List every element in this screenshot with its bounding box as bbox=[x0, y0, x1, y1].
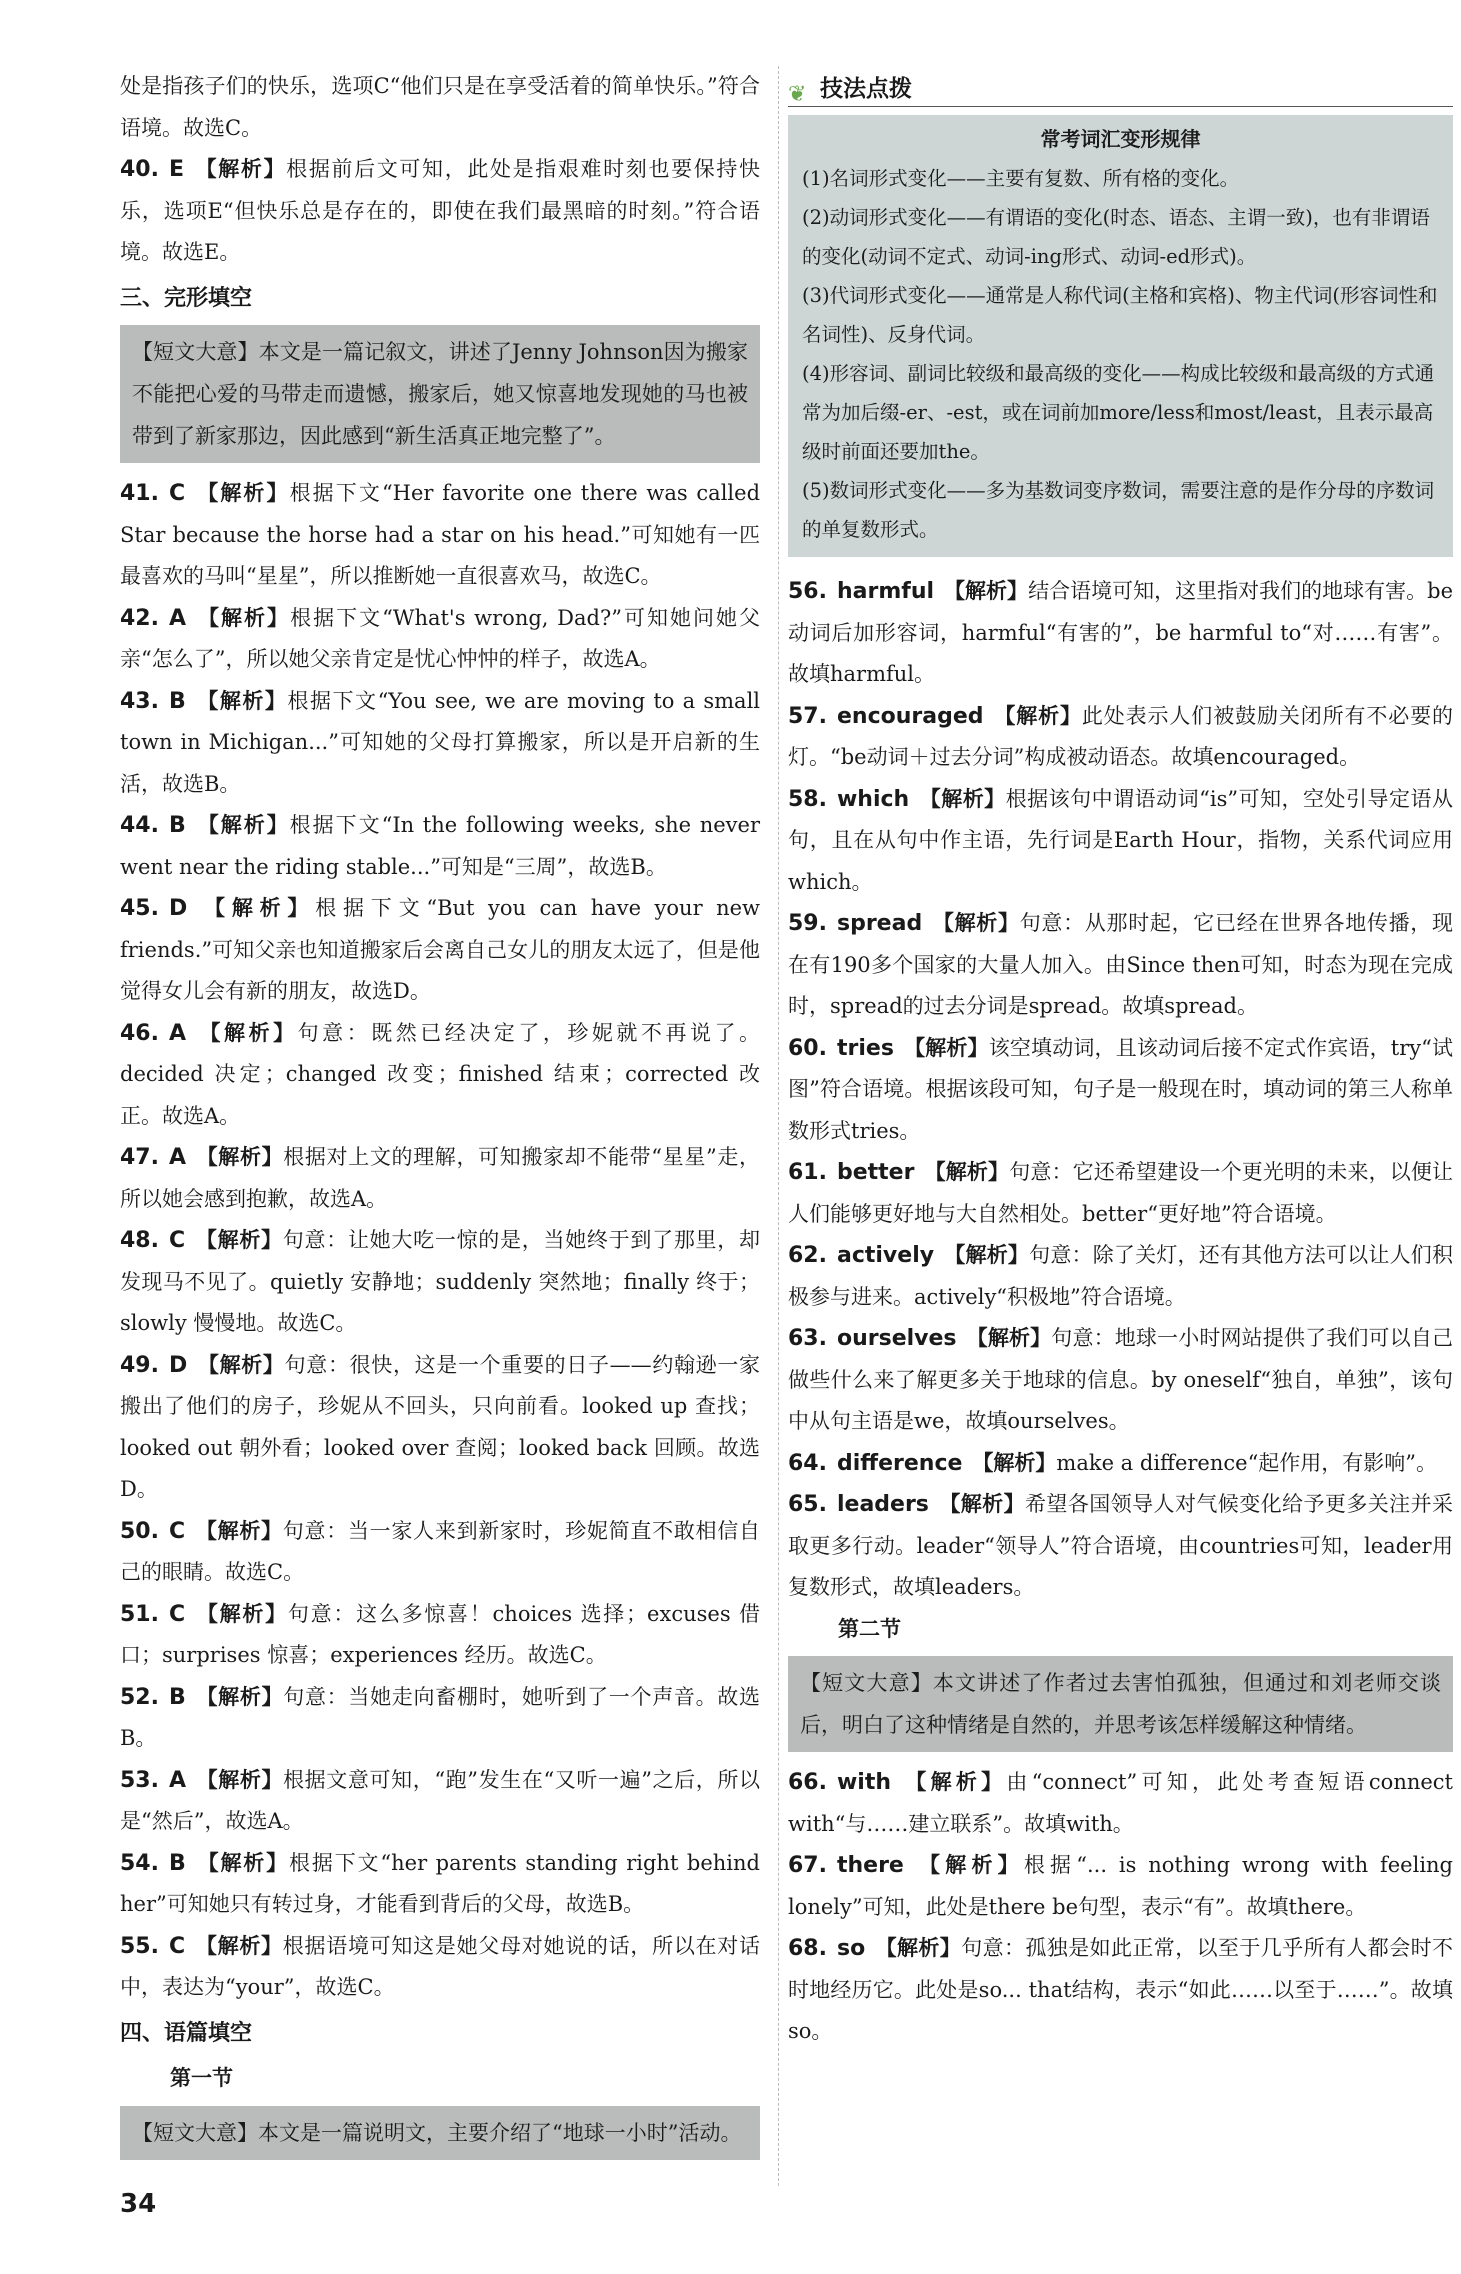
item-explanation: 句意：很快，这是一个重要的日子——约翰逊一家搬出了他们的房子，珍妮从不回头，只向前看。looked up 查找；looked out 朝外看；looked over 查阅；looked back 回顾。故选D。 bbox=[120, 1352, 761, 1501]
item-answer: C bbox=[168, 481, 186, 506]
answer-item bbox=[120, 1137, 760, 1220]
item-number: 51. bbox=[120, 1601, 159, 1627]
answer-item bbox=[788, 1762, 1453, 1845]
item-tag: 【解析】 bbox=[993, 703, 1082, 728]
item-tag: 【解析】 bbox=[913, 1853, 1024, 1877]
item-tag: 【解析】 bbox=[875, 1936, 962, 1960]
item-answer: harmful bbox=[836, 579, 935, 604]
item-number: 62. bbox=[788, 1243, 827, 1268]
item-tag: 【解析】 bbox=[195, 813, 290, 837]
item-answer: C bbox=[168, 1518, 186, 1544]
item-explanation: 该空填动词，且该动词后接不定式作宾语，try“试图”符合语境。根据该段可知，句子是一般现在时，填动词的第三人称单数形式tries。 bbox=[788, 1035, 1454, 1143]
leaf-icon: ❦ bbox=[788, 82, 807, 107]
item-tag: 【解析】 bbox=[197, 896, 316, 920]
tips-box-title: 常考词汇变形规律 bbox=[1040, 127, 1201, 151]
item-number: 49. bbox=[120, 1352, 159, 1378]
item-answer: with bbox=[836, 1770, 892, 1795]
item-explanation: 句意：当她走向畜棚时，她听到了一个声音。故选B。 bbox=[120, 1684, 761, 1750]
answer-item bbox=[120, 1760, 760, 1843]
answer-item bbox=[120, 1013, 760, 1138]
answer-item bbox=[120, 1677, 760, 1760]
item-explanation: 句意：除了关灯，还有其他方法可以让人们积极参与进来。actively“积极地”符合语境。 bbox=[788, 1243, 1454, 1309]
item-explanation: 此处表示人们被鼓励关闭所有不必要的灯。“be动词＋过去分词”构成被动语态。故填encouraged。 bbox=[788, 703, 1453, 769]
item-answer: A bbox=[168, 605, 187, 631]
section-title-cloze: 三、完形填空 bbox=[120, 285, 253, 311]
answer-item bbox=[788, 779, 1453, 904]
summary-box-part-1: 【短文大意】本文是一篇说明文，主要介绍了“地球一小时”活动。 bbox=[120, 2106, 760, 2160]
subsection-part-2: 第二节 bbox=[838, 1616, 901, 1641]
item-number: 41. bbox=[120, 481, 159, 506]
tips-line: (2)动词形式变化——有谓语的变化(时态、语态、主谓一致)，也有非谓语的变化(动词不定式、动词-ing形式、动词-ed形式)。 bbox=[802, 206, 1430, 268]
tips-header bbox=[788, 66, 1453, 107]
item-number: 50. bbox=[120, 1518, 159, 1544]
item-number: 57. bbox=[788, 703, 827, 729]
item-explanation: 根据下文“Her favorite one there was called Star because the horse had a star on his head.”可知她有一匹最喜欢的马叫“星星”，所以推断她一直很喜欢马，故选C。 bbox=[120, 481, 761, 588]
item-explanation: 句意：当一家人来到新家时，珍妮简直不敢相信自己的眼睛。故选C。 bbox=[120, 1518, 761, 1584]
item-number: 45. bbox=[120, 896, 159, 921]
item-tag: 【解析】 bbox=[195, 1933, 283, 1958]
answer-item bbox=[788, 1928, 1453, 2053]
passage-answer-list bbox=[788, 571, 1453, 1609]
item-explanation: 句意：让她大吃一惊的是，当她终于到了那里，却发现马不见了。quietly 安静地；suddenly 突然地；finally 终于；slowly 慢慢地。故选C。 bbox=[120, 1228, 761, 1335]
subsection-part-1: 第一节 bbox=[170, 2066, 233, 2090]
item-tag: 【解析】 bbox=[938, 1492, 1026, 1516]
item-tag: 【解析】 bbox=[972, 1450, 1057, 1475]
item-explanation: 根据语境可知这是她父母对她说的话，所以在对话中，表达为“your”，故选C。 bbox=[120, 1933, 761, 1999]
item-tag: 【解析】 bbox=[966, 1326, 1052, 1350]
item-explanation: 句意：既然已经决定了，珍妮就不再说了。decided 决定；changed 改变；finished 结束；corrected 改正。故选A。 bbox=[120, 1020, 761, 1128]
item-number: 48. bbox=[120, 1228, 159, 1253]
item-explanation: 根据下文“You see, we are moving to a small town in Michigan...”可知她的父母打算搬家，所以是开启新的生活，故选B。 bbox=[120, 688, 761, 796]
item-answer: D bbox=[168, 896, 188, 921]
item-explanation: make a difference“起作用，有影响”。 bbox=[1056, 1450, 1438, 1475]
item-tag: 【解析】 bbox=[194, 157, 287, 181]
answer-item bbox=[120, 598, 760, 681]
item-number: 44. bbox=[120, 813, 159, 838]
item-answer: A bbox=[168, 1020, 187, 1046]
answer-item bbox=[788, 1443, 1453, 1485]
answer-item bbox=[120, 1926, 760, 2009]
right-column bbox=[776, 66, 1453, 2053]
answer-item bbox=[788, 696, 1453, 779]
item-tag: 【解析】 bbox=[195, 688, 288, 713]
item-number: 64. bbox=[788, 1450, 827, 1476]
item-tag: 【解析】 bbox=[919, 786, 1006, 811]
item-tag: 【解析】 bbox=[903, 1035, 989, 1060]
item-number: 61. bbox=[788, 1160, 827, 1185]
item-tag: 【解析】 bbox=[196, 1145, 284, 1169]
answer-item bbox=[788, 1152, 1453, 1235]
item-answer: E bbox=[168, 157, 185, 182]
answer-item bbox=[120, 805, 760, 888]
item-number: 43. bbox=[120, 688, 159, 714]
item-answer: better bbox=[836, 1160, 915, 1185]
item-answer: B bbox=[168, 1684, 186, 1710]
item-explanation: 根据对上文的理解，可知搬家却不能带“星星”走，所以她会感到抱歉，故选A。 bbox=[120, 1145, 760, 1211]
item-explanation: 句意：它还希望建设一个更光明的未来，以便让人们能够更好地与大自然相处。better“更好地”符合语境。 bbox=[788, 1160, 1454, 1226]
tips-box bbox=[788, 115, 1453, 557]
item-tag: 【解析】 bbox=[197, 1352, 285, 1377]
intro-text: 处是指孩子们的快乐，选项C“他们只是在享受活着的简单快乐。”符合语境。故选C。 bbox=[120, 74, 760, 140]
item-answer: ourselves bbox=[836, 1326, 957, 1351]
answer-item bbox=[788, 1028, 1453, 1153]
item-number: 55. bbox=[120, 1933, 159, 1959]
item-number: 54. bbox=[120, 1850, 159, 1876]
item-explanation: 希望各国领导人对气候变化给予更多关注并采取更多行动。leader“领导人”符合语境，由countries可知，leader用复数形式，故填leaders。 bbox=[788, 1492, 1454, 1599]
item-number: 67. bbox=[788, 1853, 827, 1878]
item-number: 42. bbox=[120, 605, 159, 631]
item-answer: difference bbox=[836, 1450, 963, 1476]
item-answer: leaders bbox=[836, 1492, 929, 1517]
item-number: 58. bbox=[788, 786, 827, 812]
item-explanation: 根据文意可知，“跑”发生在“又听一遍”之后，所以是“然后”，故选A。 bbox=[120, 1767, 760, 1833]
item-explanation: 根据下文“her parents standing right behind her”可知她只有转过身，才能看到背后的父母，故选B。 bbox=[120, 1850, 760, 1916]
item-explanation: 句意：地球一小时网站提供了我们可以自己做些什么来了解更多关于地球的信息。by oneself“独自，单独”，该句中从句主语是we，故填ourselves。 bbox=[788, 1326, 1454, 1433]
summary-box-cloze: 【短文大意】本文是一篇记叙文，讲述了Jenny Johnson因为搬家不能把心爱的马带走而遗憾，搬家后，她又惊喜地发现她的马也被带到了新家那边，因此感到“新生活真正地完整了”。 bbox=[120, 325, 760, 463]
item-explanation: 结合语境可知，这里指对我们的地球有害。be动词后加形容词，harmful“有害的”，be harmful to“对……有害”。故填harmful。 bbox=[788, 579, 1454, 686]
item-explanation: 句意：这么多惊喜！choices 选择；excuses 借口；surprises 惊喜；experiences 经历。故选C。 bbox=[120, 1601, 761, 1667]
tips-line: (1)名词形式变化——主要有复数、所有格的变化。 bbox=[802, 167, 1240, 190]
item-answer: B bbox=[168, 1850, 186, 1876]
item-answer: C bbox=[168, 1228, 186, 1253]
item-answer: C bbox=[168, 1601, 186, 1627]
item-answer: C bbox=[168, 1933, 186, 1959]
answer-item bbox=[120, 1594, 760, 1677]
item-answer: so bbox=[836, 1936, 866, 1961]
left-column bbox=[120, 66, 760, 2170]
item-tag: 【解析】 bbox=[195, 1601, 288, 1626]
answer-item bbox=[120, 1843, 760, 1926]
item-answer: there bbox=[836, 1853, 904, 1878]
item-explanation: 根据该句中谓语动词“is”可知，空处引导定语从句，且在从句中作主语，先行词是Earth Hour，指物，关系代词应用which。 bbox=[788, 786, 1454, 894]
page-number: 34 bbox=[120, 2189, 157, 2219]
item-number: 65. bbox=[788, 1492, 827, 1517]
item-explanation: 句意：孤独是如此正常，以至于几乎所有人都会时不时地经历它。此处是so... that结构，表示“如此……以至于……”。故填so。 bbox=[788, 1936, 1453, 2043]
answer-item bbox=[788, 1235, 1453, 1318]
item-explanation: 由“connect”可知，此处考查短语connect with“与……建立联系”。故填with。 bbox=[788, 1770, 1454, 1836]
item-number: 68. bbox=[788, 1936, 827, 1961]
item-number: 52. bbox=[120, 1684, 159, 1710]
item-answer: B bbox=[168, 813, 186, 838]
answer-item-40 bbox=[120, 149, 760, 274]
item-tag: 【解析】 bbox=[901, 1770, 1007, 1794]
item-number: 53. bbox=[120, 1767, 159, 1793]
answer-item bbox=[788, 1484, 1453, 1609]
passage-answer-list-2 bbox=[788, 1762, 1453, 2053]
item-tag: 【解析】 bbox=[944, 579, 1029, 603]
item-answer: D bbox=[168, 1352, 188, 1378]
item-explanation: 根据下文“But you can have your new friends.”可知父亲也知道搬家后会离自己女儿的朋友太远了，但是他觉得女儿会有新的朋友，故选D。 bbox=[120, 896, 760, 1003]
answer-item bbox=[120, 1511, 760, 1594]
item-answer: A bbox=[168, 1767, 187, 1793]
tips-title: 技法点拨 bbox=[820, 76, 912, 102]
answer-item bbox=[120, 473, 760, 598]
item-tag: 【解析】 bbox=[924, 1160, 1010, 1184]
item-tag: 【解析】 bbox=[196, 1020, 298, 1045]
item-tag: 【解析】 bbox=[195, 1518, 283, 1543]
item-explanation: 根据前后文可知，此处是指艰难时刻也要保持快乐，选项E“但快乐总是存在的，即使在我们最黑暗的时刻。”符合语境。故选E。 bbox=[120, 157, 761, 264]
answer-item bbox=[120, 1345, 760, 1511]
item-answer: which bbox=[836, 786, 910, 812]
answer-item bbox=[120, 888, 760, 1013]
item-answer: spread bbox=[836, 911, 923, 936]
item-tag: 【解析】 bbox=[195, 481, 290, 505]
item-number: 47. bbox=[120, 1145, 159, 1170]
item-tag: 【解析】 bbox=[196, 1767, 284, 1792]
summary-box-part-2: 【短文大意】本文讲述了作者过去害怕孤独，但通过和刘老师交谈后，明白了这种情绪是自然的，并思考该怎样缓解这种情绪。 bbox=[788, 1656, 1453, 1752]
item-answer: tries bbox=[836, 1035, 894, 1061]
item-tag: 【解析】 bbox=[944, 1243, 1030, 1267]
item-tag: 【解析】 bbox=[195, 1228, 283, 1252]
item-explanation: 句意：从那时起，它已经在世界各地传播，现在有190多个国家的大量人加入。由Since then可知，时态为现在完成时，spread的过去分词是spread。故填spread。 bbox=[788, 911, 1453, 1018]
tips-line: (4)形容词、副词比较级和最高级的变化——构成比较级和最高级的方式通常为加后缀-er、-est，或在词前加more/less和most/least，且表示最高级时前面还要加the。 bbox=[802, 362, 1435, 463]
item-answer: encouraged bbox=[836, 703, 984, 729]
cloze-answer-list bbox=[120, 473, 760, 2009]
answer-item bbox=[788, 571, 1453, 696]
item-explanation: 根据“... is nothing wrong with feeling lonely”可知，此处是there be句型，表示“有”。故填there。 bbox=[788, 1853, 1454, 1919]
item-number: 56. bbox=[788, 579, 827, 604]
item-answer: B bbox=[168, 688, 186, 714]
item-answer: A bbox=[168, 1145, 187, 1170]
item-tag: 【解析】 bbox=[195, 1684, 284, 1709]
item-number: 59. bbox=[788, 911, 827, 936]
item-number: 40. bbox=[120, 157, 159, 182]
item-explanation: 根据下文“In the following weeks, she never went near the riding stable...”可知是“三周”，故选B。 bbox=[120, 813, 760, 879]
item-tag: 【解析】 bbox=[196, 605, 291, 630]
tips-line: (3)代词形式变化——通常是人称代词(主格和宾格)、物主代词(形容词性和名词性)、反身代词。 bbox=[802, 284, 1438, 346]
item-explanation: 根据下文“What's wrong, Dad?”可知她问她父亲“怎么了”，所以她父亲肯定是忧心忡忡的样子，故选A。 bbox=[120, 605, 760, 671]
tips-line: (5)数词形式变化——多为基数词变序数词，需要注意的是作分母的序数词的单复数形式。 bbox=[802, 479, 1435, 541]
item-number: 60. bbox=[788, 1035, 827, 1061]
item-answer: actively bbox=[836, 1243, 935, 1268]
item-tag: 【解析】 bbox=[195, 1850, 289, 1875]
answer-item bbox=[788, 1318, 1453, 1443]
item-number: 46. bbox=[120, 1020, 159, 1046]
item-number: 63. bbox=[788, 1326, 827, 1351]
answer-item bbox=[120, 681, 760, 806]
item-tag: 【解析】 bbox=[932, 911, 1020, 935]
answer-item bbox=[788, 903, 1453, 1028]
answer-item bbox=[788, 1845, 1453, 1928]
answer-item bbox=[120, 1220, 760, 1345]
section-title-passage-fill: 四、语篇填空 bbox=[120, 2020, 253, 2046]
item-number: 66. bbox=[788, 1770, 827, 1795]
